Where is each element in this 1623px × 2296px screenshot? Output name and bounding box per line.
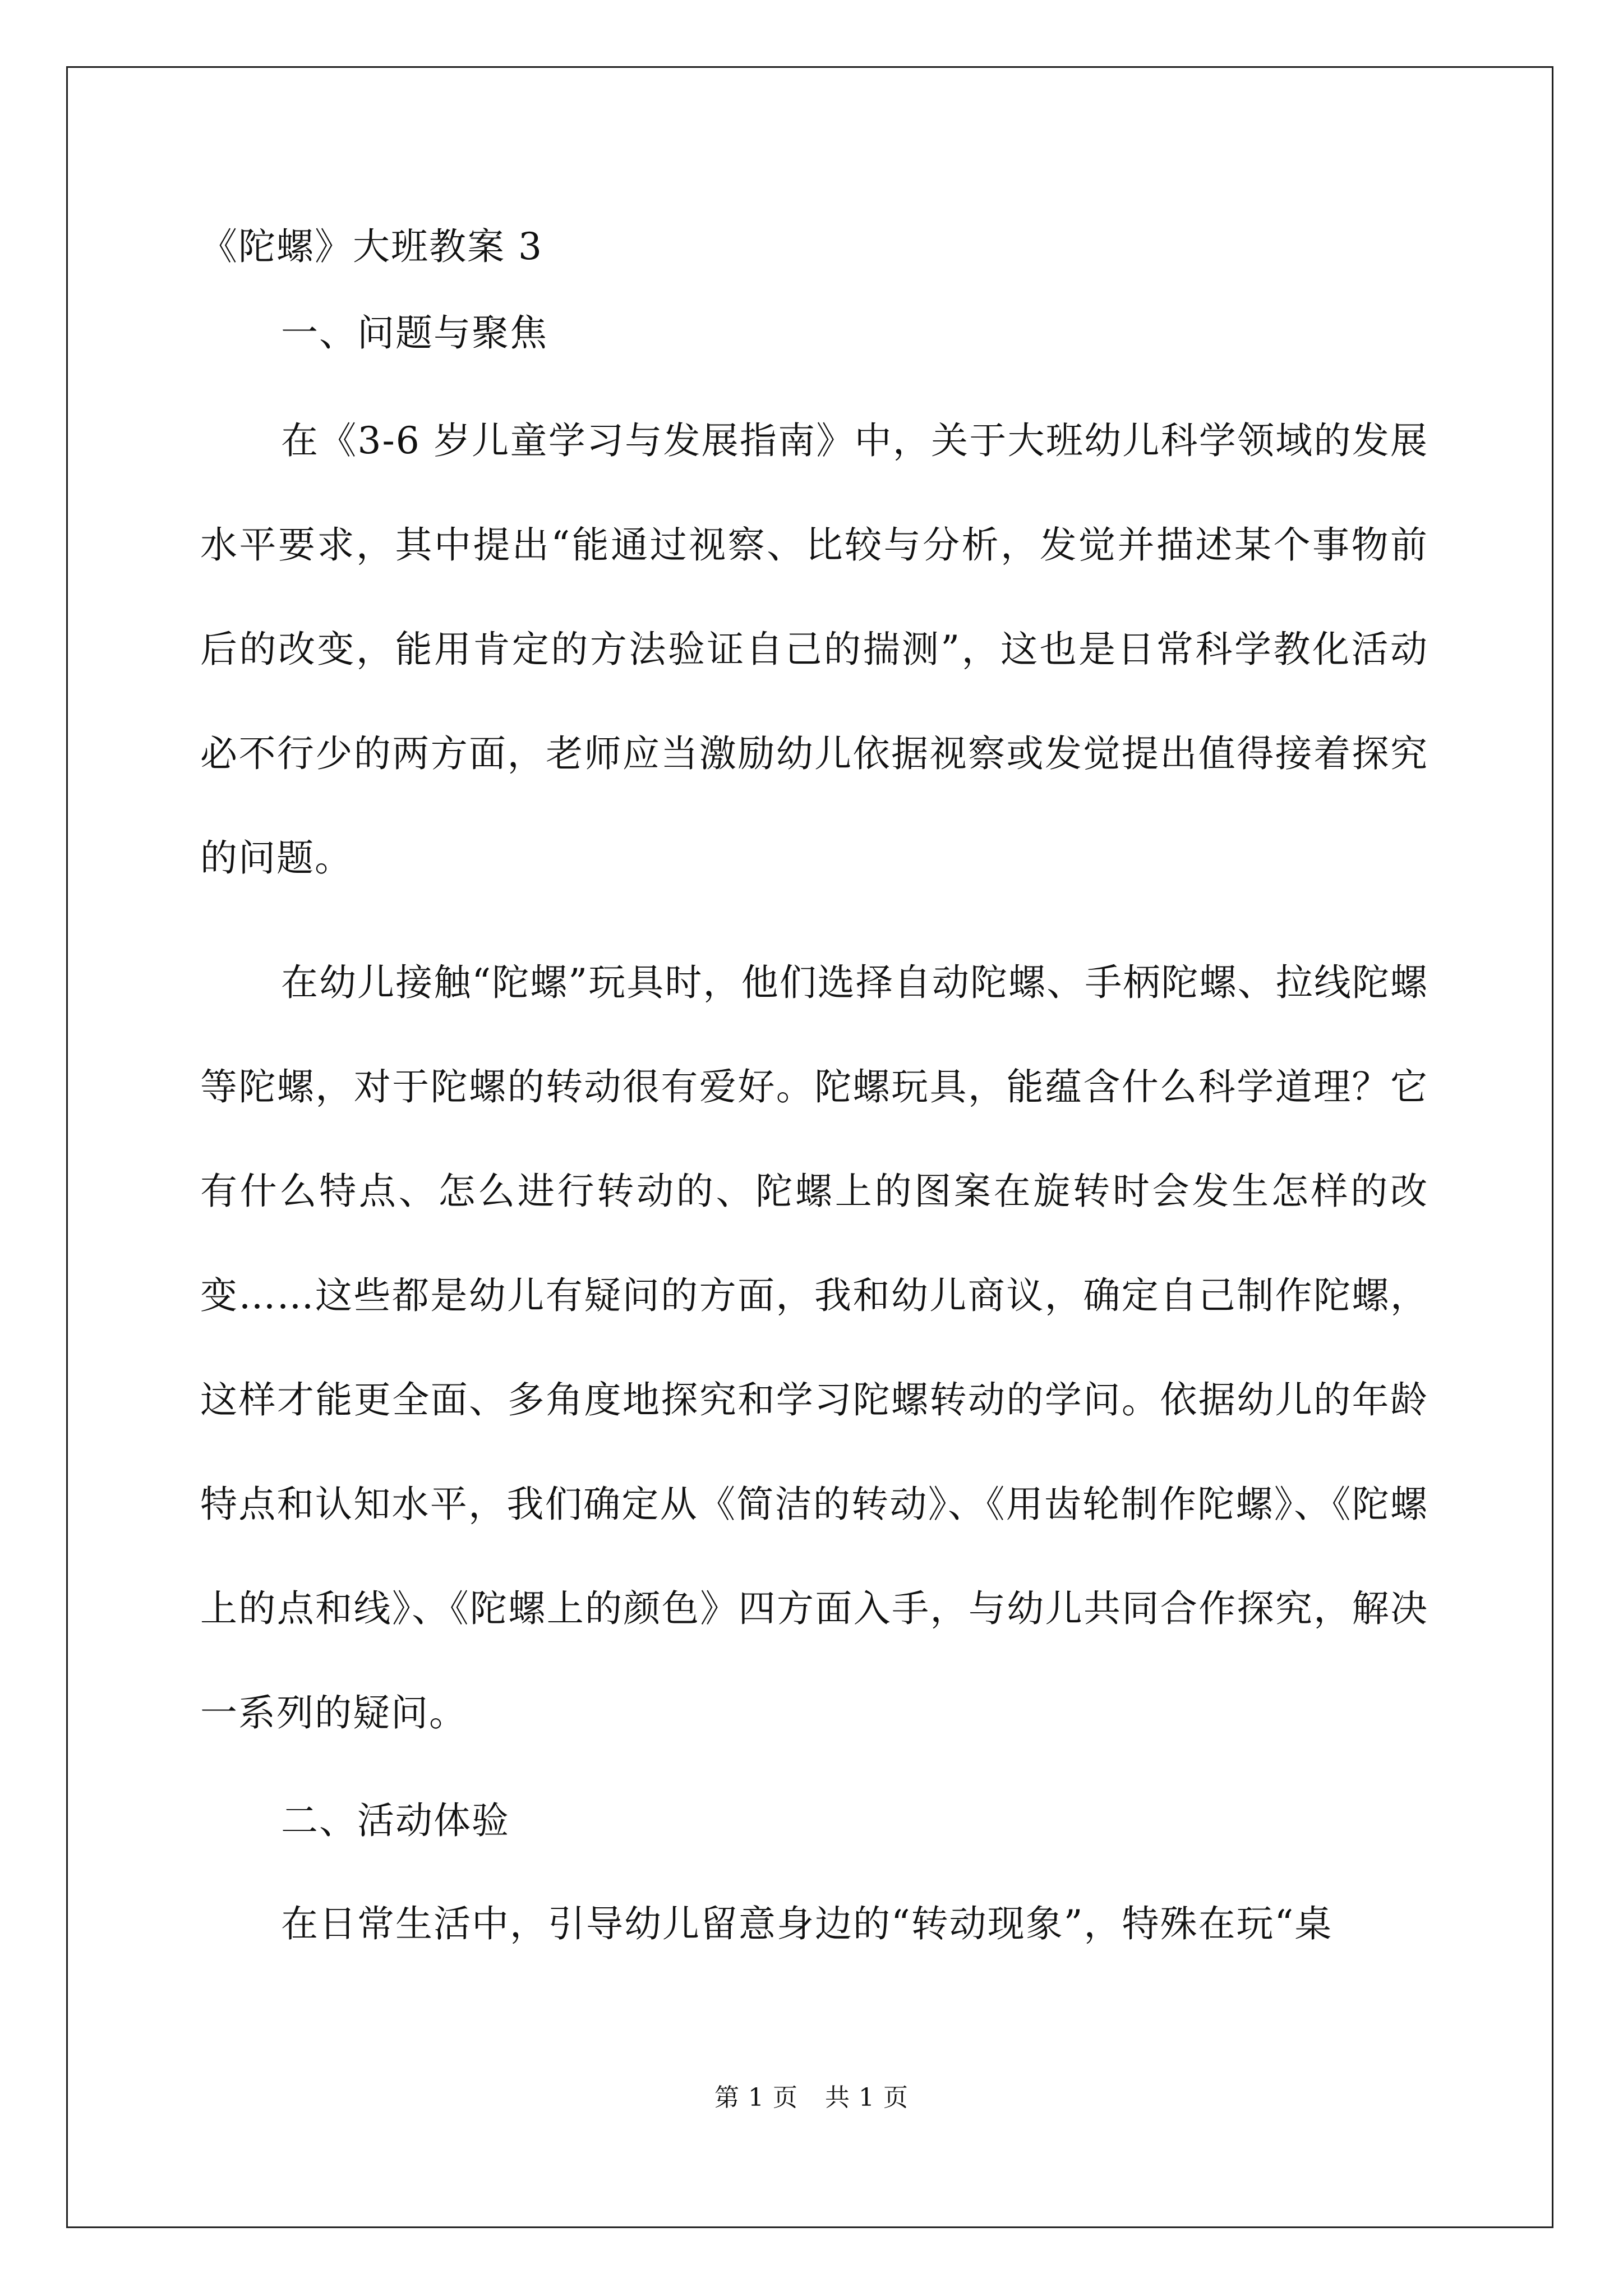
paragraph-spinning-top-toys: 在幼儿接触“陀螺”玩具时，他们选择自动陀螺、手柄陀螺、拉线陀螺等陀螺，对于陀螺的转动很有爱好。陀螺玩具，能蕴含什么科学道理？它有什么特点、怎么进行转动的、陀螺上的图案在旋转时会发生怎样的改变……这些都是幼儿有疑问的方面，我和幼儿商议，确定自己制作陀螺，这样才能更全面、多角度地探究和学习陀螺转动的学问。依据幼儿的年龄特点和认知水平，我们确定从《简洁的转动》、《用齿轮制作陀螺》、《陀螺上的点和线》、《陀螺上的颜色》四方面入手，与幼儿共同合作探究，解决一系列的疑问。: [200, 961, 1428, 1734]
paragraph-guideline: 在《3-6 岁儿童学习与发展指南》中，关于大班幼儿科学领域的发展水平要求，其中提出“能通过视察、比较与分析，发觉并描述某个事物前后的改变，能用肯定的方法验证自己的揣测”，这也是日常科学教化活动必不行少的两方面，老师应当激励幼儿依据视察或发觉提出值得接着探究的问题。: [200, 419, 1428, 880]
section-heading-problem-focus: 一、问题与聚焦: [281, 311, 548, 355]
page-number-current: 第 1 页: [714, 2083, 798, 2112]
paragraph-daily-life: 在日常生活中，引导幼儿留意身边的“转动现象”，特殊在玩“桌: [281, 1902, 1333, 1945]
section-heading-activity-experience: 二、活动体验: [281, 1799, 510, 1842]
document-title: 《陀螺》大班教案 3: [200, 225, 543, 268]
page-footer: [0, 2081, 1623, 2115]
document-body: [200, 216, 1428, 1976]
page-number-total: 共 1 页: [825, 2083, 909, 2112]
